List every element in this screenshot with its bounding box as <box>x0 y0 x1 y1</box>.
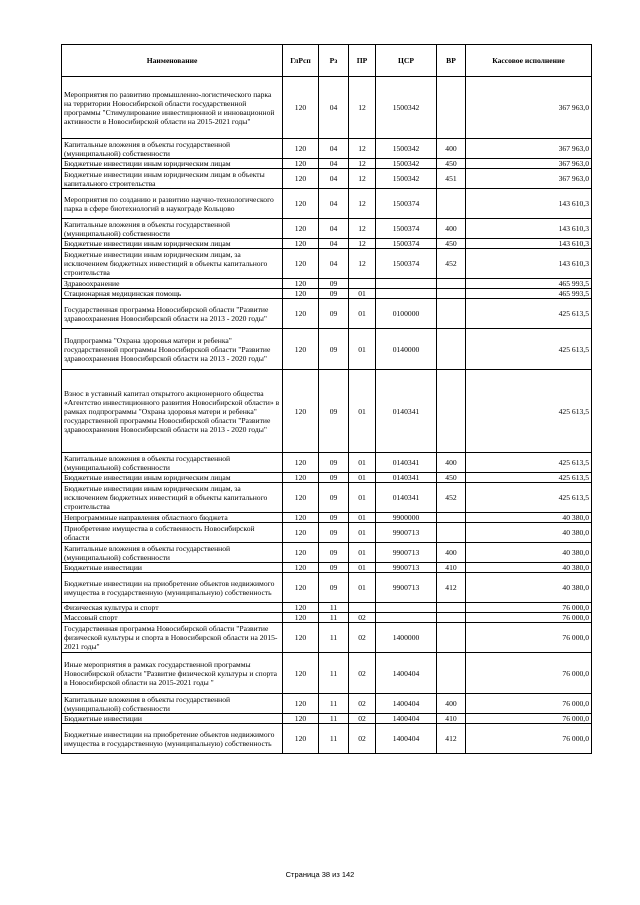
cell-vr: 400 <box>437 453 466 473</box>
cell-vr <box>437 523 466 543</box>
cell-name: Бюджетные инвестиции на приобретение объектов недвижимого имущества в государственную (муниципальную) собственность <box>62 724 283 754</box>
cell-csr: 9900000 <box>376 513 437 523</box>
cell-grps: 120 <box>283 623 319 653</box>
cell-name: Капитальные вложения в объекты государственной (муниципальной) собственности <box>62 694 283 714</box>
table-row <box>62 603 592 613</box>
table-body <box>62 77 592 754</box>
cell-amount: 465 993,5 <box>466 279 592 289</box>
cell-csr: 0140341 <box>376 483 437 513</box>
table-row <box>62 523 592 543</box>
cell-pr: 02 <box>349 714 376 724</box>
header-rz: Рз <box>319 45 349 77</box>
cell-amount: 143 610,3 <box>466 239 592 249</box>
cell-grps: 120 <box>283 653 319 694</box>
cell-csr: 1500342 <box>376 139 437 159</box>
cell-grps: 120 <box>283 279 319 289</box>
header-pr: ПР <box>349 45 376 77</box>
cell-name: Иные мероприятия в рамках государственной программы Новосибирской области "Развитие физической культуры и спорта в Новосибирской области на 2015-2021 годы " <box>62 653 283 694</box>
cell-rz: 11 <box>319 603 349 613</box>
cell-vr <box>437 603 466 613</box>
cell-csr: 1400404 <box>376 714 437 724</box>
table-row <box>62 249 592 279</box>
cell-vr <box>437 370 466 453</box>
cell-rz: 09 <box>319 279 349 289</box>
cell-vr: 410 <box>437 563 466 573</box>
cell-pr: 01 <box>349 473 376 483</box>
cell-name: Капитальные вложения в объекты государственной (муниципальной) собственности <box>62 139 283 159</box>
table-row <box>62 623 592 653</box>
cell-vr: 400 <box>437 543 466 563</box>
cell-csr: 1500374 <box>376 249 437 279</box>
cell-name: Массовый спорт <box>62 613 283 623</box>
table-row <box>62 714 592 724</box>
cell-csr: 0140341 <box>376 453 437 473</box>
budget-execution-table <box>61 44 592 754</box>
cell-grps: 120 <box>283 714 319 724</box>
cell-vr: 400 <box>437 219 466 239</box>
cell-csr: 1500374 <box>376 219 437 239</box>
table-row <box>62 473 592 483</box>
table-row <box>62 219 592 239</box>
cell-grps: 120 <box>283 77 319 139</box>
cell-pr: 01 <box>349 453 376 473</box>
cell-csr: 1400000 <box>376 623 437 653</box>
cell-amount: 367 963,0 <box>466 159 592 169</box>
cell-csr: 9900713 <box>376 573 437 603</box>
cell-pr: 01 <box>349 299 376 329</box>
cell-amount: 76 000,0 <box>466 724 592 754</box>
cell-csr: 0140000 <box>376 329 437 370</box>
cell-pr: 01 <box>349 573 376 603</box>
cell-rz: 04 <box>319 159 349 169</box>
cell-grps: 120 <box>283 483 319 513</box>
cell-grps: 120 <box>283 694 319 714</box>
cell-pr: 01 <box>349 483 376 513</box>
table-row <box>62 289 592 299</box>
cell-rz: 09 <box>319 289 349 299</box>
cell-grps: 120 <box>283 189 319 219</box>
table-row <box>62 159 592 169</box>
cell-rz: 11 <box>319 613 349 623</box>
cell-amount: 465 993,5 <box>466 289 592 299</box>
cell-name: Государственная программа Новосибирской области "Развитие физической культуры и спорта в Новосибирской области на 2015-2021 годы" <box>62 623 283 653</box>
cell-rz: 11 <box>319 714 349 724</box>
cell-grps: 120 <box>283 299 319 329</box>
cell-csr <box>376 289 437 299</box>
table-row <box>62 279 592 289</box>
cell-csr: 0100000 <box>376 299 437 329</box>
cell-rz: 04 <box>319 239 349 249</box>
cell-amount: 425 613,5 <box>466 453 592 473</box>
cell-csr: 1500342 <box>376 77 437 139</box>
cell-pr: 12 <box>349 77 376 139</box>
cell-rz: 11 <box>319 653 349 694</box>
cell-vr: 451 <box>437 169 466 189</box>
cell-csr: 0140341 <box>376 473 437 483</box>
cell-csr: 9900713 <box>376 563 437 573</box>
cell-name: Бюджетные инвестиции <box>62 714 283 724</box>
cell-pr: 12 <box>349 159 376 169</box>
table-row <box>62 694 592 714</box>
cell-amount: 40 380,0 <box>466 523 592 543</box>
cell-rz: 11 <box>319 623 349 653</box>
cell-rz: 04 <box>319 77 349 139</box>
table-row <box>62 513 592 523</box>
cell-pr: 12 <box>349 239 376 249</box>
cell-amount: 76 000,0 <box>466 623 592 653</box>
cell-pr: 12 <box>349 139 376 159</box>
cell-csr: 9900713 <box>376 543 437 563</box>
cell-amount: 40 380,0 <box>466 543 592 563</box>
cell-csr <box>376 603 437 613</box>
cell-rz: 09 <box>319 573 349 603</box>
table-row <box>62 724 592 754</box>
cell-rz: 09 <box>319 513 349 523</box>
cell-rz: 09 <box>319 543 349 563</box>
cell-vr <box>437 189 466 219</box>
cell-amount: 76 000,0 <box>466 613 592 623</box>
cell-vr: 450 <box>437 473 466 483</box>
table-row <box>62 169 592 189</box>
cell-amount: 367 963,0 <box>466 77 592 139</box>
cell-grps: 120 <box>283 159 319 169</box>
cell-name: Бюджетные инвестиции иным юридическим лицам <box>62 159 283 169</box>
cell-amount: 76 000,0 <box>466 603 592 613</box>
cell-vr <box>437 513 466 523</box>
table-row <box>62 653 592 694</box>
cell-vr <box>437 299 466 329</box>
table-header-row <box>62 45 592 77</box>
cell-grps: 120 <box>283 473 319 483</box>
cell-rz: 04 <box>319 219 349 239</box>
cell-name: Мероприятия по созданию и развитию научно-технологического парка в сфере биотехнологий в наукограде Кольцово <box>62 189 283 219</box>
cell-grps: 120 <box>283 513 319 523</box>
cell-rz: 04 <box>319 169 349 189</box>
cell-grps: 120 <box>283 239 319 249</box>
cell-csr: 1500342 <box>376 159 437 169</box>
cell-rz: 09 <box>319 473 349 483</box>
cell-vr: 450 <box>437 159 466 169</box>
cell-grps: 120 <box>283 289 319 299</box>
cell-name: Бюджетные инвестиции иным юридическим лицам в объекты капитального строительства <box>62 169 283 189</box>
table-row <box>62 563 592 573</box>
cell-rz: 04 <box>319 249 349 279</box>
cell-amount: 40 380,0 <box>466 573 592 603</box>
cell-vr: 412 <box>437 573 466 603</box>
cell-name: Приобретение имущества в собственность Новосибирской области <box>62 523 283 543</box>
cell-csr: 9900713 <box>376 523 437 543</box>
table-row <box>62 370 592 453</box>
cell-grps: 120 <box>283 329 319 370</box>
cell-rz: 09 <box>319 523 349 543</box>
cell-rz: 09 <box>319 370 349 453</box>
cell-pr: 02 <box>349 653 376 694</box>
cell-rz: 04 <box>319 139 349 159</box>
cell-csr: 1500374 <box>376 189 437 219</box>
cell-csr <box>376 279 437 289</box>
header-amount: Кассовое исполнение <box>466 45 592 77</box>
cell-rz: 09 <box>319 483 349 513</box>
cell-amount: 76 000,0 <box>466 714 592 724</box>
table-row <box>62 329 592 370</box>
cell-amount: 143 610,3 <box>466 249 592 279</box>
cell-grps: 120 <box>283 563 319 573</box>
cell-grps: 120 <box>283 219 319 239</box>
cell-name: Здравоохранение <box>62 279 283 289</box>
cell-name: Бюджетные инвестиции иным юридическим лицам, за исключением бюджетных инвестиций в объекты капитального строительства <box>62 249 283 279</box>
cell-vr: 450 <box>437 239 466 249</box>
cell-amount: 40 380,0 <box>466 513 592 523</box>
cell-vr <box>437 613 466 623</box>
header-csr: ЦСР <box>376 45 437 77</box>
cell-amount: 425 613,5 <box>466 473 592 483</box>
cell-name: Непрограммные направления областного бюджета <box>62 513 283 523</box>
cell-grps: 120 <box>283 573 319 603</box>
cell-rz: 11 <box>319 694 349 714</box>
cell-rz: 09 <box>319 453 349 473</box>
header-name: Наименование <box>62 45 283 77</box>
cell-pr: 12 <box>349 169 376 189</box>
cell-amount: 76 000,0 <box>466 694 592 714</box>
cell-pr: 02 <box>349 613 376 623</box>
cell-grps: 120 <box>283 139 319 159</box>
cell-csr: 1500374 <box>376 239 437 249</box>
table-row <box>62 139 592 159</box>
cell-pr: 02 <box>349 694 376 714</box>
cell-grps: 120 <box>283 249 319 279</box>
table-row <box>62 613 592 623</box>
cell-pr: 12 <box>349 219 376 239</box>
cell-csr: 1400404 <box>376 653 437 694</box>
cell-grps: 120 <box>283 603 319 613</box>
cell-grps: 120 <box>283 724 319 754</box>
cell-vr <box>437 77 466 139</box>
table-row <box>62 299 592 329</box>
cell-pr: 01 <box>349 370 376 453</box>
cell-rz: 09 <box>319 563 349 573</box>
cell-name: Взнос в уставный капитал открытого акционерного общества «Агентство инвестиционного развития Новосибирской области» в рамках подпрограммы "Охрана здоровья матери и ребенка" государственной программы Новосибирской области "Развитие здравоохранения Новосибирской области на 2013 - 2020 годы" <box>62 370 283 453</box>
cell-pr: 12 <box>349 249 376 279</box>
cell-amount: 143 610,3 <box>466 189 592 219</box>
cell-vr <box>437 329 466 370</box>
cell-name: Капитальные вложения в объекты государственной (муниципальной) собственности <box>62 453 283 473</box>
cell-vr <box>437 623 466 653</box>
cell-csr: 1400404 <box>376 694 437 714</box>
cell-name: Подпрограмма "Охрана здоровья матери и ребенка" государственной программы Новосибирской области "Развитие здравоохранения Новосибирской области на 2013 - 2020 годы" <box>62 329 283 370</box>
cell-name: Бюджетные инвестиции иным юридическим лицам <box>62 473 283 483</box>
cell-name: Физическая культура и спорт <box>62 603 283 613</box>
cell-name: Капитальные вложения в объекты государственной (муниципальной) собственности <box>62 543 283 563</box>
cell-pr: 02 <box>349 623 376 653</box>
cell-rz: 09 <box>319 299 349 329</box>
cell-grps: 120 <box>283 613 319 623</box>
cell-amount: 76 000,0 <box>466 653 592 694</box>
cell-rz: 09 <box>319 329 349 370</box>
cell-csr: 1400404 <box>376 724 437 754</box>
cell-name: Бюджетные инвестиции на приобретение объектов недвижимого имущества в государственную (муниципальную) собственность <box>62 573 283 603</box>
table-row <box>62 239 592 249</box>
cell-pr <box>349 279 376 289</box>
table-row <box>62 453 592 473</box>
cell-vr <box>437 653 466 694</box>
table-row <box>62 573 592 603</box>
cell-vr: 452 <box>437 249 466 279</box>
cell-pr: 02 <box>349 724 376 754</box>
cell-pr: 01 <box>349 563 376 573</box>
cell-amount: 367 963,0 <box>466 169 592 189</box>
cell-vr: 400 <box>437 694 466 714</box>
cell-pr: 01 <box>349 513 376 523</box>
cell-rz: 11 <box>319 724 349 754</box>
cell-amount: 40 380,0 <box>466 563 592 573</box>
header-grps: ГлРсп <box>283 45 319 77</box>
cell-pr: 01 <box>349 329 376 370</box>
cell-grps: 120 <box>283 370 319 453</box>
cell-pr: 01 <box>349 543 376 563</box>
cell-amount: 425 613,5 <box>466 483 592 513</box>
page-number: Страница 38 из 142 <box>285 870 355 879</box>
cell-vr <box>437 279 466 289</box>
cell-pr: 01 <box>349 523 376 543</box>
cell-name: Мероприятия по развитию промышленно-логистического парка на территории Новосибирской области государственной программы "Стимулирование инвестиционной и инновационной активности в Новосибирской области на 2015-2021 годы" <box>62 77 283 139</box>
cell-amount: 143 610,3 <box>466 219 592 239</box>
table-row <box>62 483 592 513</box>
cell-grps: 120 <box>283 543 319 563</box>
cell-amount: 425 613,5 <box>466 370 592 453</box>
cell-name: Бюджетные инвестиции иным юридическим лицам, за исключением бюджетных инвестиций в объекты капитального строительства <box>62 483 283 513</box>
cell-csr: 0140341 <box>376 370 437 453</box>
cell-amount: 367 963,0 <box>466 139 592 159</box>
cell-name: Государственная программа Новосибирской области "Развитие здравоохранения Новосибирской области на 2013 - 2020 годы" <box>62 299 283 329</box>
cell-amount: 425 613,5 <box>466 299 592 329</box>
cell-vr <box>437 289 466 299</box>
cell-pr: 12 <box>349 189 376 219</box>
cell-name: Капитальные вложения в объекты государственной (муниципальной) собственности <box>62 219 283 239</box>
cell-pr <box>349 603 376 613</box>
header-vr: ВР <box>437 45 466 77</box>
table-row <box>62 189 592 219</box>
cell-name: Стационарная медицинская помощь <box>62 289 283 299</box>
cell-grps: 120 <box>283 169 319 189</box>
cell-csr: 1500342 <box>376 169 437 189</box>
table-row <box>62 77 592 139</box>
table-row <box>62 543 592 563</box>
cell-vr: 452 <box>437 483 466 513</box>
cell-grps: 120 <box>283 453 319 473</box>
cell-name: Бюджетные инвестиции <box>62 563 283 573</box>
cell-csr <box>376 613 437 623</box>
cell-grps: 120 <box>283 523 319 543</box>
cell-name: Бюджетные инвестиции иным юридическим лицам <box>62 239 283 249</box>
cell-amount: 425 613,5 <box>466 329 592 370</box>
cell-vr: 400 <box>437 139 466 159</box>
cell-pr: 01 <box>349 289 376 299</box>
cell-rz: 04 <box>319 189 349 219</box>
cell-vr: 412 <box>437 724 466 754</box>
cell-vr: 410 <box>437 714 466 724</box>
